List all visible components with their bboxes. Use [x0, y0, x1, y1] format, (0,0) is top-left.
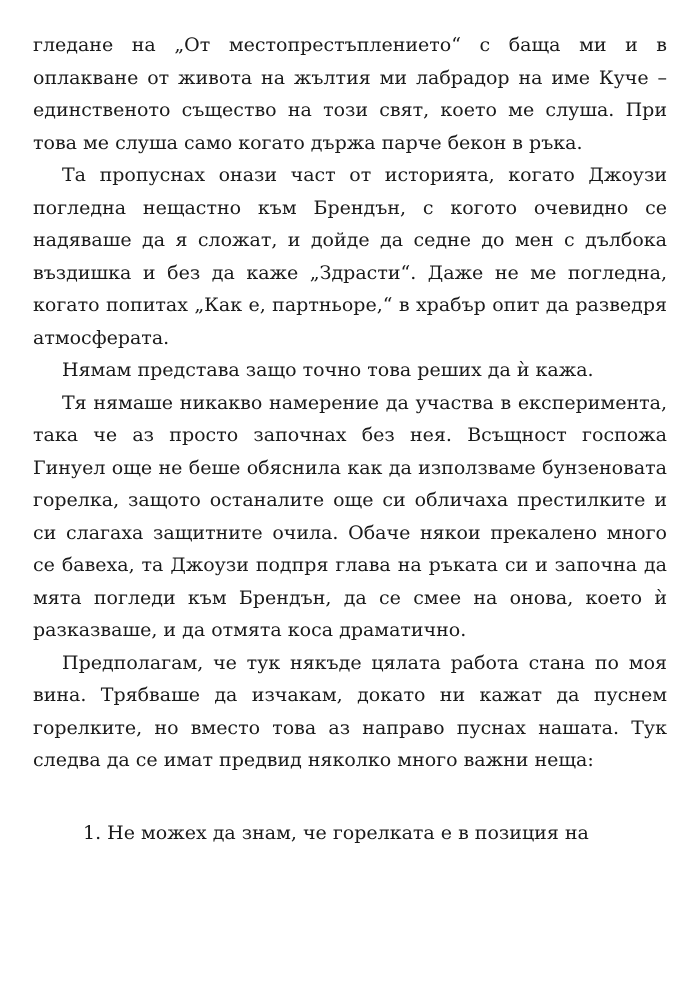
book-page: [33, 29, 667, 849]
paragraph-4: Тя нямаше никакво намерение да участва в експеримента, така че аз просто започнах без нея. Всъщност госпожа Гинуел още не беше обяснила как да използваме бунзеновата горелка, защото останалите още си обличаха престилките и си слагаха защитните очила. Обаче някои прекалено много се бавеха, та Джоузи подпря глава на ръката си и започна да мята погледи към Брендън, да се смее на онова, което ѝ разказваше, и да отмята коса драматично.: [33, 391, 667, 641]
paragraph-2: Та пропуснах онази част от историята, когато Джоузи погледна нещастно към Брендън, с когото очевидно се надяваше да я сложат, и дойде да седне до мен с дълбока въздишка и без да каже „Здрасти“. Даже не ме погледна, когато попитах „Как е, партньоре,“ в храбър опит да разведря атмосферата.: [33, 164, 667, 349]
paragraph-1: гледане на „От местопрестъплението“ с баща ми и в оплакване от живота на жълтия ми лабрадор на име Куче – единственото същество на този свят, което ме слуша. При това ме слуша само когато държа парче бекон в ръка.: [33, 34, 667, 154]
list-spacer: [33, 777, 667, 817]
list-item-1: 1. Не можех да знам, че горелката е в позиция на: [83, 821, 589, 844]
paragraph-3: Нямам представа защо точно това реших да ѝ кажа.: [62, 359, 594, 381]
paragraph-5: Предполагам, че тук някъде цялата работа стана по моя вина. Трябваше да изчакам, докато ни кажат да пуснем горелките, но вместо това аз направо пуснах нашата. Тук следва да се имат предвид няколко много важни неща:: [33, 651, 667, 771]
